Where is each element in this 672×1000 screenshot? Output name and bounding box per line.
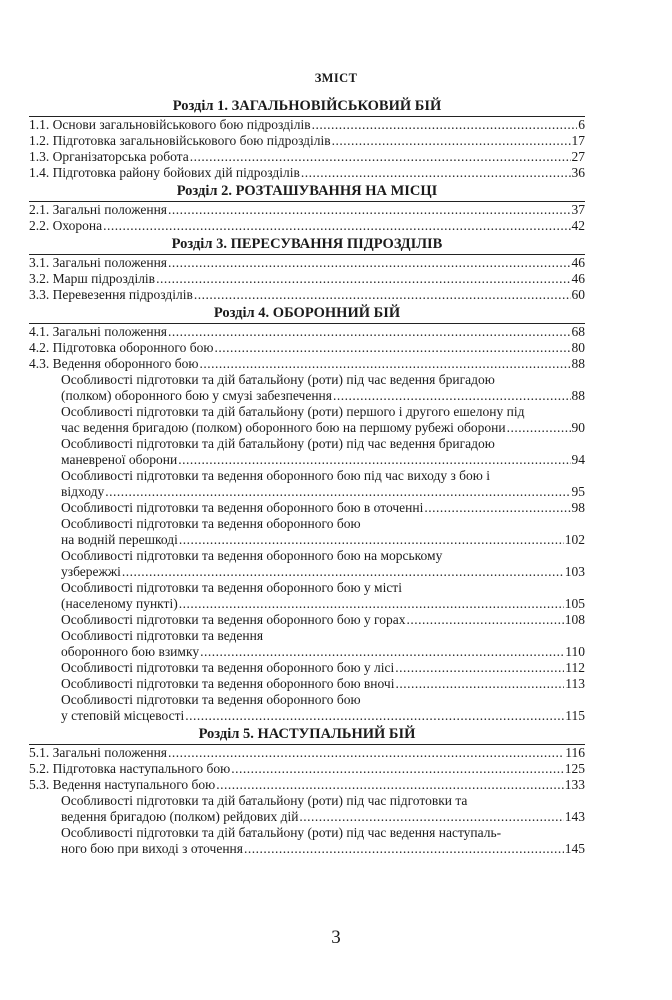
toc-subentry: узбережжі ..... 103 — [29, 564, 585, 580]
toc-subentry-line: Особливості підготовки та ведення — [61, 628, 264, 643]
toc-entry: 5.2. Підготовка наступального бою ..... 125 — [29, 761, 585, 777]
section-heading: Розділ 1. ЗАГАЛЬНОВІЙСЬКОВИЙ БІЙ — [29, 96, 585, 117]
toc-subentry-line: Особливості підготовки та ведення оборонного бою — [61, 692, 361, 707]
toc-subentry-line: Особливості підготовки та ведення оборонного бою під час виходу з бою і — [61, 468, 490, 483]
toc-subentry: ного бою при виході з оточення ..... 145 — [29, 841, 585, 857]
toc-entry: 4.3. Ведення оборонного бою ..... 88 — [29, 356, 585, 372]
section-heading: Розділ 4. ОБОРОННИЙ БІЙ — [29, 303, 585, 324]
toc-subentry-line: Особливості підготовки та дій батальйону (роти) під час ведення бригадою — [61, 372, 495, 387]
toc-subentry: Особливості підготовки та ведення оборонного бою вночі ..... 113 — [29, 676, 585, 692]
toc-subentry-line: Особливості підготовки та дій батальйону (роти) під час підготовки та — [61, 793, 468, 808]
toc-subentry: відходу ..... 95 — [29, 484, 585, 500]
toc-entry: 5.1. Загальні положення ..... 116 — [29, 745, 585, 761]
toc-entry: 1.3. Організаторська робота ..... 27 — [29, 149, 585, 165]
toc-entry: 3.1. Загальні положення ..... 46 — [29, 255, 585, 271]
toc-entry: 1.1. Основи загальновійськового бою підрозділів ..... 6 — [29, 117, 585, 133]
toc-subentry-line: Особливості підготовки та ведення оборонного бою на морському — [61, 548, 443, 563]
toc-entry: 2.2. Охорона ..... 42 — [29, 218, 585, 234]
toc-subentry: час ведення бригадою (полком) оборонного бою на першому рубежі оборони ..... 90 — [29, 420, 585, 436]
table-of-contents — [29, 96, 585, 857]
section-heading: Розділ 5. НАСТУПАЛЬНИЙ БІЙ — [29, 724, 585, 745]
toc-subentry: Особливості підготовки та ведення оборонного бою у лісі ..... 112 — [29, 660, 585, 676]
toc-entry: 4.2. Підготовка оборонного бою ..... 80 — [29, 340, 585, 356]
section-heading: Розділ 3. ПЕРЕСУВАННЯ ПІДРОЗДІЛІВ — [29, 234, 585, 255]
toc-subentry: оборонного бою взимку ..... 110 — [29, 644, 585, 660]
toc-subentry: (полком) оборонного бою у смузі забезпечення ..... 88 — [29, 388, 585, 404]
section-heading: Розділ 2. РОЗТАШУВАННЯ НА МІСЦІ — [29, 181, 585, 202]
toc-subentry: ведення бригадою (полком) рейдових дій ..... 143 — [29, 809, 585, 825]
toc-entry: 2.1. Загальні положення ..... 37 — [29, 202, 585, 218]
page-number: 3 — [331, 927, 341, 948]
toc-subentry: Особливості підготовки та ведення оборонного бою у горах ..... 108 — [29, 612, 585, 628]
toc-subentry: у степовій місцевості ..... 115 — [29, 708, 585, 724]
toc-entry: 3.3. Перевезення підрозділів ..... 60 — [29, 287, 585, 303]
toc-subentry: Особливості підготовки та ведення оборонного бою в оточенні ..... 98 — [29, 500, 585, 516]
toc-entry: 1.4. Підготовка району бойових дій підрозділів ..... 36 — [29, 165, 585, 181]
toc-subentry-line: Особливості підготовки та ведення оборонного бою у місті — [61, 580, 402, 595]
toc-entry: 5.3. Ведення наступального бою ..... 133 — [29, 777, 585, 793]
toc-subentry: (населеному пункті) ..... 105 — [29, 596, 585, 612]
toc-entry: 1.2. Підготовка загальновійськового бою підрозділів ..... 17 — [29, 133, 585, 149]
contents-title: ЗМІСТ — [314, 71, 358, 85]
toc-subentry-line: Особливості підготовки та дій батальйону (роти) під час ведення наступаль- — [61, 825, 502, 840]
toc-entry: 4.1. Загальні положення ..... 68 — [29, 324, 585, 340]
toc-subentry: маневреної оборони ..... 94 — [29, 452, 585, 468]
toc-subentry: на водній перешкоді ..... 102 — [29, 532, 585, 548]
toc-entry: 3.2. Марш підрозділів ..... 46 — [29, 271, 585, 287]
toc-subentry-line: Особливості підготовки та ведення оборонного бою — [61, 516, 361, 531]
toc-subentry-line: Особливості підготовки та дій батальйону (роти) першого і другого ешелону під — [61, 404, 525, 419]
toc-subentry-line: Особливості підготовки та дій батальйону (роти) під час ведення бригадою — [61, 436, 495, 451]
